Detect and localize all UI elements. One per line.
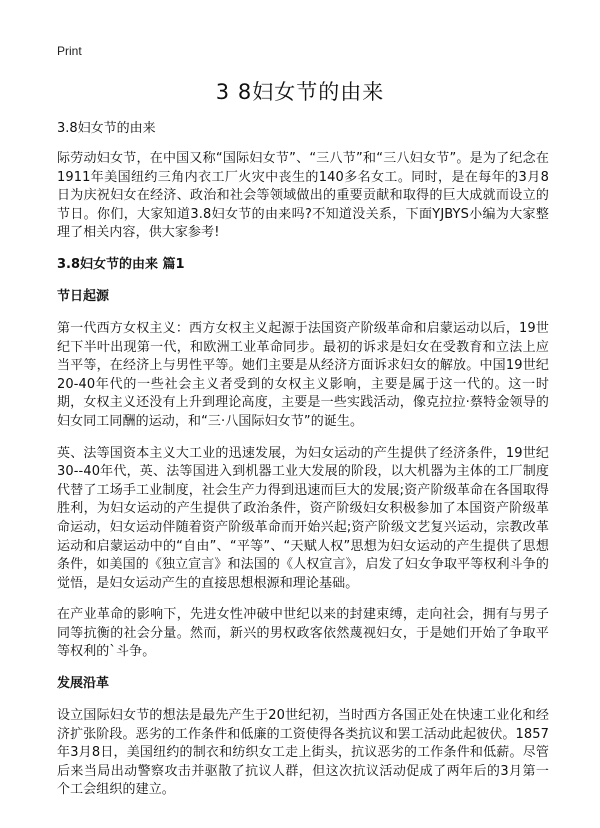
intro-paragraph: 际劳动妇女节，在中国又称“国际妇女节”、“三八节”和“三八妇女节”。是为了纪念在1911年美国纽约三角内衣工厂火灾中丧生的140多名女工。同时，是在每年的3月8日为庆祝妇女在经济、政治和社会等领域做出的重要贡献和取得的巨大成就而设立的节日。你们，大家知道3.8妇女节的由来吗?不知道没关系，下面YJBYS小编为大家整理了相关内容，供大家参考! bbox=[57, 151, 549, 241]
origin-paragraph-1: 第一代西方女权主义：西方女权主义起源于法国资产阶级革命和启蒙运动以后，19世纪下半叶出现第一代，和欧洲工业革命同步。最初的诉求是妇女在受教育和立法上应当平等，在经济上与男性平等。她们主要是从经济方面诉求妇女的解放。中国19世纪20-40年代的一些社会主义者受到的女权主义影响，主要是属于这一代的。这一时期，女权主义还没有上升到理论高度，主要是一些实践活动，像克拉拉·蔡特金领导的妇女同工同酬的运动，和“三·八国际妇女节”的诞生。 bbox=[57, 320, 549, 429]
development-paragraph-1: 设立国际妇女节的想法是最先产生于20世纪初，当时西方各国正处在快速工业化和经济扩张阶段。恶劣的工作条件和低廉的工资使得各类抗议和罢工活动此起彼伏。1857年3月8日，美国纽约的制衣和纺织女工走上街头，抗议恶劣的工作条件和低薪。尽管后来当局出动警察攻击并驱散了抗议人群，但这次抗议活动促成了两年后的3月第一个工会组织的建立。 bbox=[57, 708, 549, 798]
article-subtitle: 3.8妇女节的由来 bbox=[57, 121, 156, 136]
origin-paragraph-2: 英、法等国资本主义大工业的迅速发展，为妇女运动的产生提供了经济条件，19世纪30--40年代，英、法等国进入到机器工业大发展的阶段，以大机器为主体的工厂制度代替了工场手工业制度，社会生产力得到迅速而巨大的发展;资产阶级革命在各国取得胜利，为妇女运动的产生提供了政治条件，资产阶级妇女积极参加了本国资产阶级革命运动，妇女运动伴随着资产阶级革命而开始兴起;资产阶级文艺复兴运动，宗教改革运动和启蒙运动中的“自由”、“平等”、“天赋人权”思想为妇女运动的产生提供了思想条件，如美国的《独立宣言》和法国的《人权宣言》，启发了妇女争取平等权利斗争的觉悟，是妇女运动产生的直接思想根源和理论基础。 bbox=[57, 445, 549, 591]
heading-development: 发展沿革 bbox=[57, 676, 110, 692]
article-title: 3 8妇女节的由来 bbox=[215, 80, 385, 104]
section-title: 3.8妇女节的由来 篇1 bbox=[57, 256, 185, 272]
heading-origin: 节日起源 bbox=[57, 288, 110, 304]
article-body bbox=[57, 120, 549, 813]
print-link[interactable]: Print bbox=[57, 44, 82, 58]
origin-paragraph-3: 在产业革命的影响下，先进女性冲破中世纪以来的封建束缚，走向社会，拥有与男子同等抗衡的社会分量。然而，新兴的男权政客依然蔑视妇女，于是她们开始了争取平等权利的`斗争。 bbox=[57, 607, 549, 660]
